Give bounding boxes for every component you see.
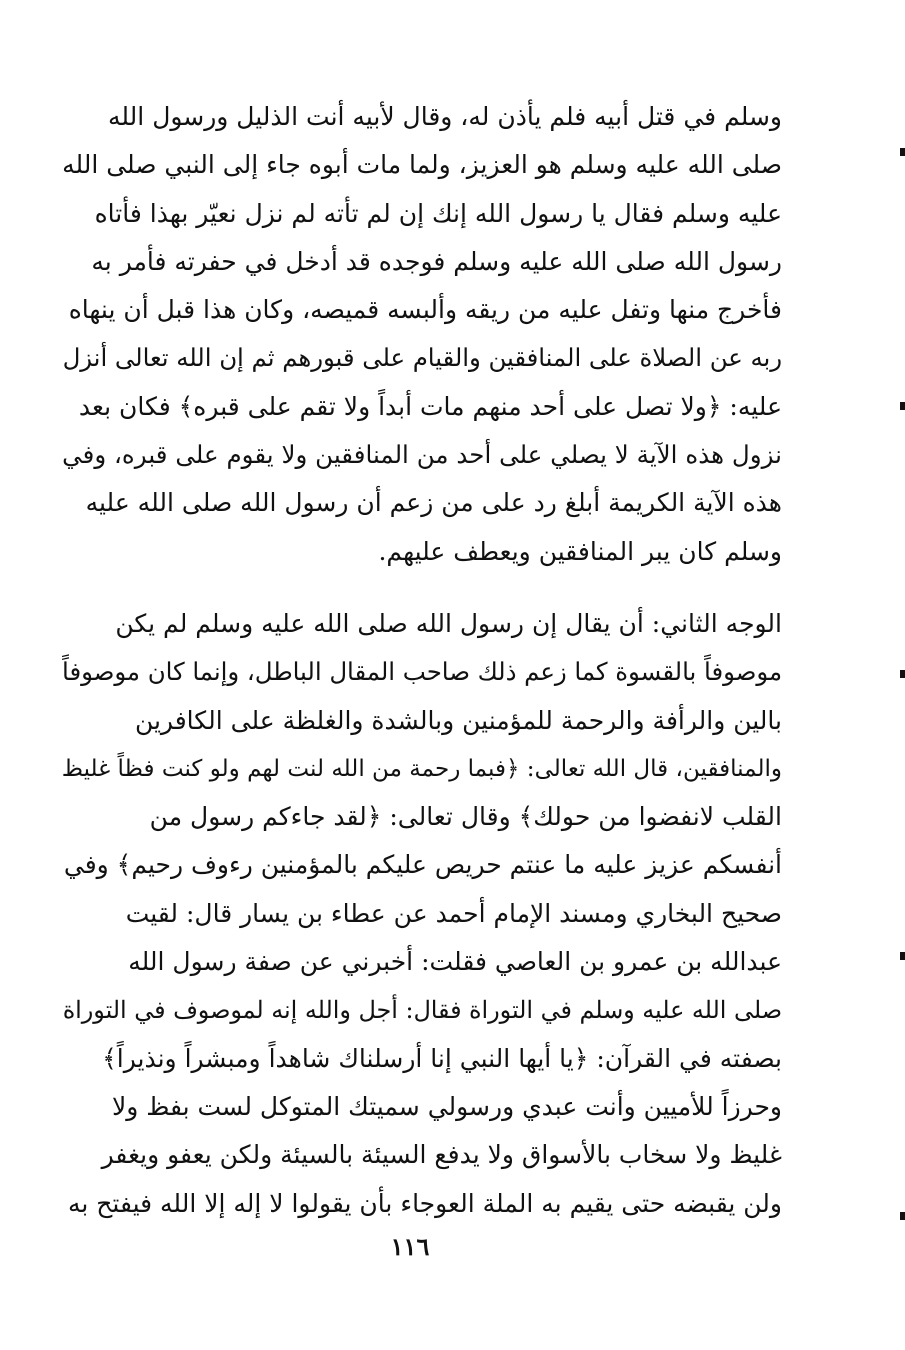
text-line: أنفسكم عزيز عليه ما عنتم حريص عليكم بالمؤمنين رءوف رحيم﴾ وفي bbox=[63, 850, 782, 880]
text-line: عبدالله بن عمرو بن العاصي فقلت: أخبرني عن صفة رسول الله bbox=[128, 947, 782, 977]
text-line: بالين والرأفة والرحمة للمؤمنين وبالشدة والغلظة على الكافرين bbox=[134, 705, 782, 735]
text-line: القلب لانفضوا من حولك﴾ وقال تعالى: ﴿لقد جاءكم رسول من bbox=[149, 802, 782, 832]
text-line: صلى الله عليه وسلم هو العزيز، ولما مات أبوه جاء إلى النبي صلى الله bbox=[62, 150, 782, 180]
text-line: رسول الله صلى الله عليه وسلم فوجده قد أدخل في حفرته فأمر به bbox=[91, 246, 782, 276]
text-line: ولن يقبضه حتى يقيم به الملة العوجاء بأن يقولوا لا إله إلا الله فيفتح به bbox=[67, 1188, 782, 1218]
text-line: نزول هذه الآية لا يصلي على أحد من المنافقين ولا يقوم على قبره، وفي bbox=[62, 440, 782, 470]
text-line: ربه عن الصلاة على المنافقين والقيام على قبورهم ثم إن الله تعالى أنزل bbox=[62, 343, 782, 373]
text-line: بصفته في القرآن: ﴿يا أيها النبي إنا أرسلناك شاهداً ومبشراً ونذيراً﴾ bbox=[102, 1043, 782, 1073]
page-number: ١١٦ bbox=[390, 1232, 430, 1261]
scan-edge-mark bbox=[900, 148, 905, 156]
text-line: والمنافقين، قال الله تعالى: ﴿فبما رحمة من الله لنت لهم ولو كنت فظاً غليظ bbox=[61, 755, 782, 782]
text-line: صلى الله عليه وسلم في التوراة فقال: أجل والله إنه لموصوف في التوراة bbox=[62, 996, 782, 1025]
text-line: وسلم في قتل أبيه فلم يأذن له، وقال لأبيه أنت الذليل ورسول الله bbox=[108, 102, 782, 131]
paragraph-1 bbox=[62, 93, 782, 576]
text-line: فأخرج منها وتفل عليه من ريقه وألبسه قميصه، وكان هذا قبل أن ينهاه bbox=[68, 295, 782, 325]
scan-edge-mark bbox=[900, 952, 905, 960]
text-line: وسلم كان يبر المنافقين ويعطف عليهم. bbox=[378, 536, 782, 566]
text-line: غليظ ولا سخاب بالأسواق ولا يدفع السيئة بالسيئة ولكن يعفو ويغفر bbox=[101, 1140, 782, 1170]
text-line: عليه وسلم فقال يا رسول الله إنك إن لم تأته لم نزل نعيّر بهذا فأتاه bbox=[94, 198, 782, 228]
text-line: موصوفاً بالقسوة كما زعم ذلك صاحب المقال الباطل، وإنما كان موصوفاً bbox=[62, 657, 782, 687]
scan-edge-mark bbox=[900, 402, 905, 410]
text-line: عليه: ﴿ولا تصل على أحد منهم مات أبداً ولا تقم على قبره﴾ فكان بعد bbox=[78, 391, 782, 421]
text-line: هذه الآية الكريمة أبلغ رد على من زعم أن رسول الله صلى الله عليه bbox=[85, 488, 782, 518]
text-line: صحيح البخاري ومسند الإمام أحمد عن عطاء بن يسار قال: لقيت bbox=[125, 898, 782, 928]
text-line: الوجه الثاني: أن يقال إن رسول الله صلى الله عليه وسلم لم يكن bbox=[115, 609, 782, 638]
paragraph-2 bbox=[62, 600, 782, 1228]
scan-edge-mark bbox=[900, 670, 905, 678]
text-line: وحرزاً للأميين وأنت عبدي ورسولي سميتك المتوكل لست بفظ ولا bbox=[111, 1091, 782, 1121]
scan-edge-mark bbox=[900, 1212, 905, 1220]
